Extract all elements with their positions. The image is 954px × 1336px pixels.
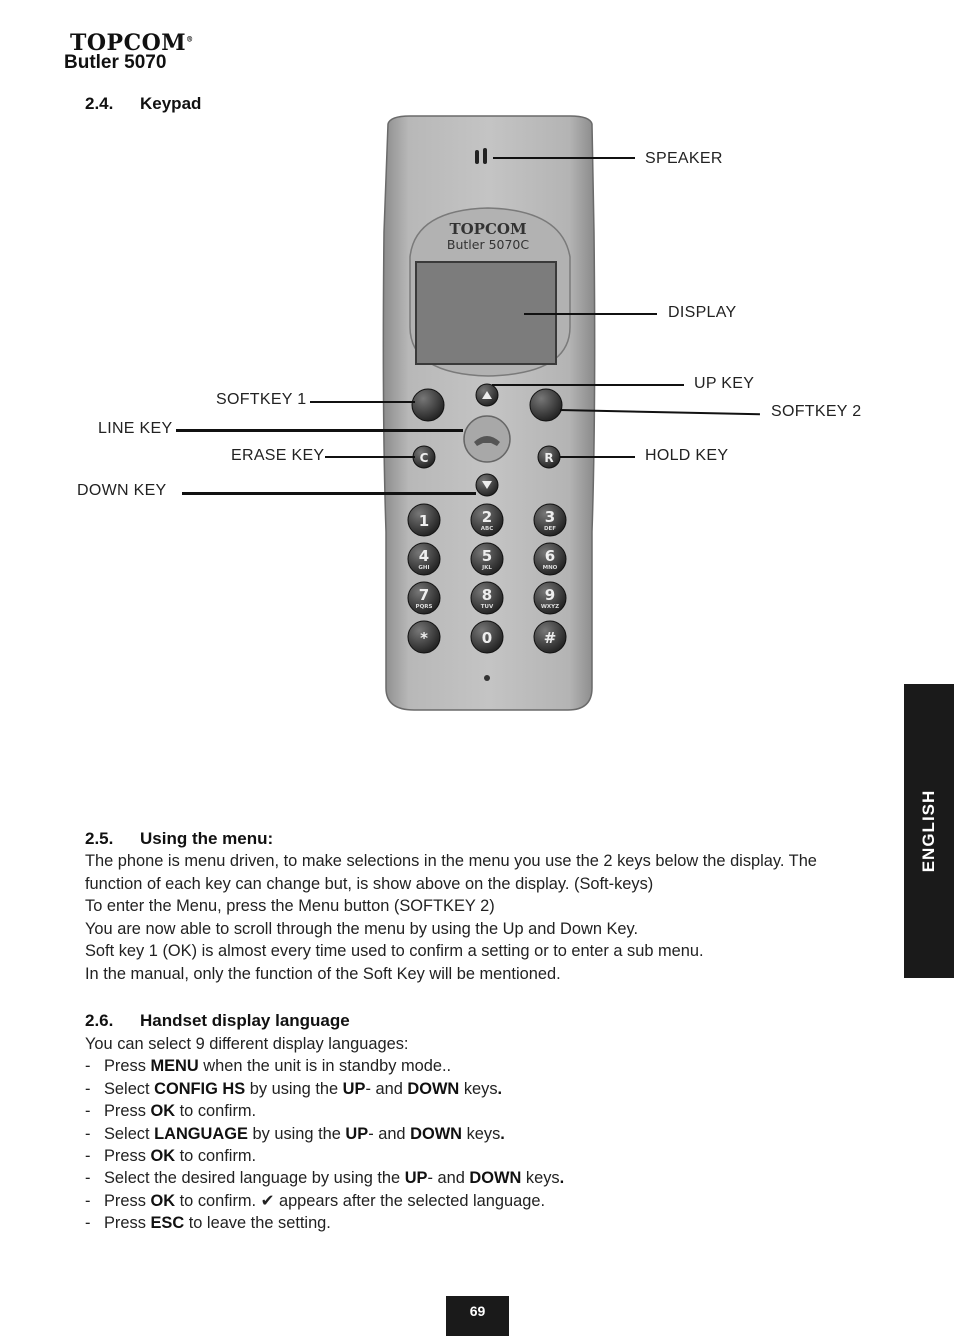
label-softkey1: SOFTKEY 1 <box>216 391 307 408</box>
language-step <box>85 1145 875 1167</box>
language-intro: You can select 9 different display languages: <box>85 1035 409 1053</box>
model-name: Butler 5070 <box>64 52 167 73</box>
down-key-leader <box>182 492 476 495</box>
side-tab-label: ENGLISH <box>919 789 938 873</box>
hold-key-glyph: R <box>544 451 554 465</box>
step-bullet: - <box>85 1102 91 1121</box>
section-menu-body <box>85 850 875 985</box>
keypad-key[interactable] <box>408 621 440 653</box>
keypad-key-digit: * <box>420 629 428 647</box>
step-text: Select CONFIG HS by using the UP- and DOWN keys. <box>104 1079 503 1098</box>
step-bullet: - <box>85 1169 91 1188</box>
keypad-key-letters: GHI <box>418 565 430 571</box>
step-bullet: - <box>85 1147 91 1166</box>
topcom-logo: TOPCOM® <box>70 30 194 56</box>
step-text: Select the desired language by using the UP- and DOWN keys. <box>104 1169 565 1188</box>
keypad-key-digit: 0 <box>481 629 493 647</box>
keypad-key[interactable] <box>534 504 566 536</box>
menu-paragraph: In the manual, only the function of the Soft Key will be mentioned. <box>85 964 561 983</box>
label-line-key: LINE KEY <box>98 420 173 437</box>
display-leader <box>524 313 657 315</box>
language-step <box>85 1123 875 1145</box>
label-hold-key: HOLD KEY <box>645 447 729 464</box>
speaker-slot <box>483 148 487 164</box>
keypad-key[interactable] <box>408 582 440 614</box>
menu-paragraph: The phone is menu driven, to make selections in the menu you use the 2 keys below the display. The function of each key can change but, is show above on the display. (Soft-keys) <box>85 852 817 893</box>
language-step <box>85 1190 875 1212</box>
erase-key-glyph: C <box>419 451 429 465</box>
label-erase-key: ERASE KEY <box>231 447 325 464</box>
phone-illustration <box>370 112 610 718</box>
step-text: Press ESC to leave the setting. <box>104 1214 331 1233</box>
keypad-key-digit: 7 <box>418 586 430 604</box>
keypad-key-digit: 3 <box>544 508 556 526</box>
label-up-key: UP KEY <box>694 375 755 392</box>
step-text: Press OK to confirm. <box>104 1147 257 1166</box>
keypad-key[interactable] <box>408 543 440 575</box>
keypad-key-letters: DEF <box>543 526 557 532</box>
language-step <box>85 1055 875 1077</box>
keypad-key-digit: 8 <box>481 586 493 604</box>
keypad-key-letters: TUV <box>480 604 494 610</box>
language-side-tab <box>904 684 954 978</box>
section-keypad-title: 2.4. Keypad <box>85 94 202 113</box>
label-display: DISPLAY <box>668 304 737 321</box>
keypad-key[interactable] <box>534 621 566 653</box>
step-bullet: - <box>85 1191 91 1210</box>
keypad-key-digit: 1 <box>418 512 430 530</box>
step-text: Select LANGUAGE by using the UP- and DOWN keys. <box>104 1124 505 1143</box>
keypad-key-letters: MNO <box>542 565 558 571</box>
keypad-key-letters: ABC <box>480 526 494 532</box>
softkey1-button <box>412 389 444 421</box>
microphone-hole <box>484 675 490 681</box>
phone-model-text: Butler 5070C <box>446 237 530 252</box>
language-step <box>85 1078 875 1100</box>
section-language-title: 2.6. Handset display language <box>85 1011 350 1030</box>
language-steps <box>85 1033 875 1235</box>
softkey2-button <box>530 389 562 421</box>
keypad-key-letters: PQRS <box>415 604 433 610</box>
keypad-key[interactable] <box>534 543 566 575</box>
section-menu-title: 2.5. Using the menu: <box>85 829 274 848</box>
menu-paragraph: You are now able to scroll through the menu by using the Up and Down Key. <box>85 919 639 938</box>
language-step <box>85 1167 875 1189</box>
up-key-leader <box>492 384 684 386</box>
language-step <box>85 1212 875 1234</box>
page-number: 69 <box>446 1296 509 1336</box>
label-softkey2: SOFTKEY 2 <box>771 403 862 420</box>
line-key-leader <box>176 429 463 432</box>
step-text: Press OK to confirm. ✔ appears after the selected language. <box>104 1191 546 1210</box>
keypad-key[interactable] <box>471 543 503 575</box>
keypad-key[interactable] <box>471 621 503 653</box>
phone-brand-text: TOPCOM <box>449 220 527 238</box>
softkey1-leader <box>310 401 415 403</box>
keypad-key-digit: 6 <box>544 547 556 565</box>
step-text: Press MENU when the unit is in standby mode.. <box>104 1057 452 1076</box>
label-speaker: SPEAKER <box>645 150 723 167</box>
menu-paragraph: To enter the Menu, press the Menu button (SOFTKEY 2) <box>85 897 495 915</box>
menu-paragraph: Soft key 1 (OK) is almost every time used to confirm a setting or to enter a sub menu. <box>85 942 704 960</box>
keypad-key[interactable] <box>471 582 503 614</box>
hold-key-leader <box>560 456 635 458</box>
step-bullet: - <box>85 1214 91 1233</box>
erase-key-leader <box>325 456 415 458</box>
keypad-key[interactable] <box>471 504 503 536</box>
speaker-slot <box>475 150 479 164</box>
step-bullet: - <box>85 1124 91 1143</box>
language-step <box>85 1100 875 1122</box>
keypad-key-digit: 5 <box>481 547 493 565</box>
keypad-key[interactable] <box>408 504 440 536</box>
keypad-key[interactable] <box>534 582 566 614</box>
label-down-key: DOWN KEY <box>77 482 167 499</box>
step-text: Press OK to confirm. <box>104 1102 257 1121</box>
keypad-key-digit: 9 <box>544 586 556 604</box>
keypad-key-digit: # <box>543 629 557 647</box>
keypad-key-digit: 4 <box>418 547 430 565</box>
step-bullet: - <box>85 1057 91 1076</box>
keypad-key-letters: WXYZ <box>540 604 560 610</box>
speaker-leader <box>493 157 635 159</box>
keypad-key-letters: JKL <box>482 565 492 571</box>
keypad-key-digit: 2 <box>481 508 493 526</box>
step-bullet: - <box>85 1079 91 1098</box>
